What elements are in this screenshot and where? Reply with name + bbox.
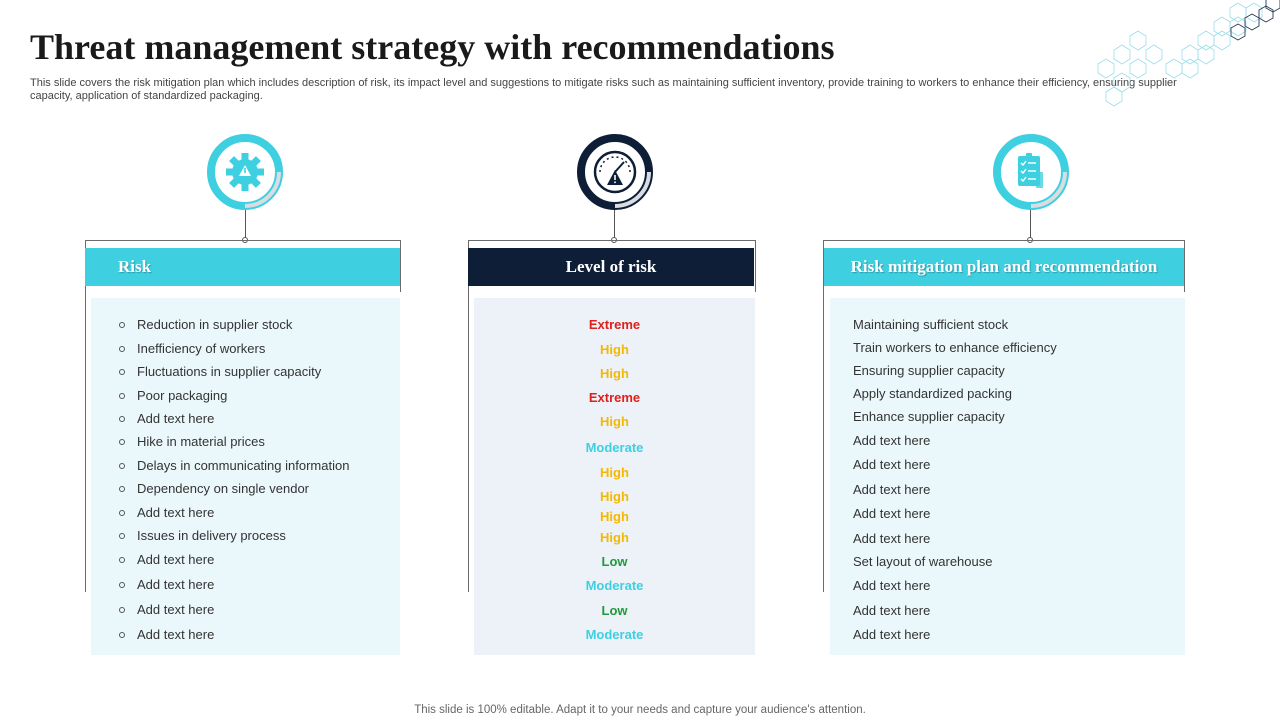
risk-level-moderate: Moderate	[585, 440, 644, 455]
risk-item-label: Poor packaging	[137, 388, 228, 403]
checklist-icon	[991, 132, 1071, 212]
mitigation-item: Add text here	[853, 627, 931, 642]
mitigation-item: Add text here	[853, 457, 931, 472]
hexagon-pattern-decoration	[1080, 0, 1280, 115]
frame-border	[85, 292, 86, 592]
risk-level-moderate: Moderate	[585, 627, 644, 642]
mitigation-item: Add text here	[853, 603, 931, 618]
bullet-circle-icon	[119, 416, 125, 422]
mitigation-item: Add text here	[853, 482, 931, 497]
mitigation-item: Ensuring supplier capacity	[853, 363, 1005, 378]
bullet-circle-icon	[119, 557, 125, 563]
level-header: Level of risk	[468, 248, 754, 286]
risk-item-label: Delays in communicating information	[137, 458, 350, 473]
risk-level-high: High	[600, 509, 629, 524]
connector-line	[614, 210, 615, 240]
bullet-circle-icon	[119, 510, 125, 516]
risk-item	[119, 627, 214, 642]
risk-item	[119, 388, 227, 403]
risk-item	[119, 481, 309, 496]
footer-note: This slide is 100% editable. Adapt it to your needs and capture your audience's attention.	[414, 704, 866, 716]
risk-level-high: High	[600, 530, 629, 545]
mitigation-item: Apply standardized packing	[853, 386, 1012, 401]
frame-border	[468, 292, 469, 592]
risk-item-label: Inefficiency of workers	[137, 341, 266, 356]
risk-item	[119, 602, 214, 617]
risk-item	[119, 505, 214, 520]
level-list	[474, 298, 755, 655]
risk-level-extreme: Extreme	[588, 317, 641, 332]
mitigation-item: Add text here	[853, 433, 931, 448]
bullet-circle-icon	[119, 439, 125, 445]
risk-item-label: Add text here	[137, 505, 215, 520]
risk-level-low: Low	[601, 603, 628, 618]
risk-item-label: Fluctuations in supplier capacity	[137, 364, 322, 379]
risk-item-label: Add text here	[137, 552, 215, 567]
risk-item-label: Add text here	[137, 627, 215, 642]
risk-level-extreme: Extreme	[588, 390, 641, 405]
risk-item	[119, 577, 214, 592]
mitigation-header: Risk mitigation plan and recommendation	[824, 248, 1184, 286]
bullet-circle-icon	[119, 582, 125, 588]
frame-border	[823, 292, 824, 592]
bullet-circle-icon	[119, 533, 125, 539]
gauge-warning-icon	[575, 132, 655, 212]
bullet-circle-icon	[119, 632, 125, 638]
mitigation-item: Train workers to enhance efficiency	[853, 340, 1057, 355]
risk-item-label: Hike in material prices	[137, 434, 265, 449]
risk-item-label: Reduction in supplier stock	[137, 317, 293, 332]
risk-item-label: Add text here	[137, 577, 215, 592]
risk-item-label: Add text here	[137, 411, 215, 426]
bullet-circle-icon	[119, 322, 125, 328]
bullet-circle-icon	[119, 486, 125, 492]
risk-level-low: Low	[601, 554, 628, 569]
mitigation-item: Set layout of warehouse	[853, 554, 993, 569]
risk-item	[119, 411, 214, 426]
bullet-circle-icon	[119, 369, 125, 375]
risk-item	[119, 317, 292, 332]
mitigation-item: Enhance supplier capacity	[853, 409, 1005, 424]
page-subtitle: This slide covers the risk mitigation plan which includes description of risk, its impact level and suggestions to mitigate risks such as maintaining sufficient inventory, provide training to workers to enhance their efficiency, ensuring supplier capacity, application of standardized packaging.	[30, 77, 1177, 102]
risk-item	[119, 341, 265, 356]
risk-level-high: High	[600, 414, 629, 429]
bullet-circle-icon	[119, 346, 125, 352]
risk-level-moderate: Moderate	[585, 578, 644, 593]
mitigation-item: Add text here	[853, 531, 931, 546]
bullet-circle-icon	[119, 463, 125, 469]
risk-item-label: Dependency on single vendor	[137, 481, 310, 496]
risk-level-high: High	[600, 342, 629, 357]
mitigation-item: Maintaining sufficient stock	[853, 317, 1009, 332]
risk-item-label: Add text here	[137, 602, 215, 617]
risk-item	[119, 364, 321, 379]
risk-header: Risk	[85, 248, 400, 286]
bullet-circle-icon	[119, 393, 125, 399]
risk-item	[119, 458, 349, 473]
connector-line	[245, 210, 246, 240]
risk-level-high: High	[600, 465, 629, 480]
risk-level-high: High	[600, 366, 629, 381]
risk-item	[119, 528, 286, 543]
risk-item	[119, 434, 265, 449]
gear-warning-icon	[205, 132, 285, 212]
page-title: Threat management strategy with recommendations	[30, 27, 835, 67]
bullet-circle-icon	[119, 607, 125, 613]
risk-item-label: Issues in delivery process	[137, 528, 286, 543]
risk-list	[91, 298, 400, 655]
mitigation-item: Add text here	[853, 506, 931, 521]
risk-level-high: High	[600, 489, 629, 504]
connector-line	[1030, 210, 1031, 240]
risk-item	[119, 552, 214, 567]
mitigation-item: Add text here	[853, 578, 931, 593]
mitigation-list	[830, 298, 1185, 655]
